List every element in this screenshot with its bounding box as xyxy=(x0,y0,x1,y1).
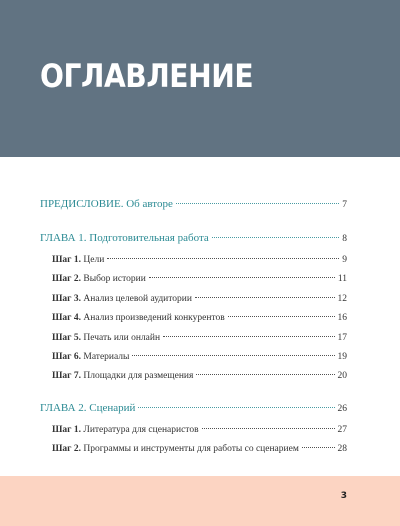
page-number: 3 xyxy=(340,491,347,501)
toc-step-number: Шаг 6. xyxy=(52,352,81,362)
leader-dots xyxy=(138,407,334,408)
page-title: ОГЛАВЛЕНИЕ xyxy=(40,57,254,95)
toc-chapter-preface[interactable] xyxy=(40,198,347,212)
toc-step[interactable] xyxy=(52,352,347,366)
toc-step-title: Выбор истории xyxy=(83,274,146,284)
toc-page-number: 17 xyxy=(337,333,347,343)
toc-step-title: Площадки для размещения xyxy=(83,371,194,381)
toc-step-title: Материалы xyxy=(83,352,130,362)
leader-dots xyxy=(176,203,339,204)
toc-page-number: 26 xyxy=(337,404,347,414)
toc-step-title: Цели xyxy=(83,255,105,265)
toc-step-number: Шаг 2. xyxy=(52,274,81,284)
leader-dots xyxy=(149,277,335,278)
toc-step[interactable] xyxy=(52,255,347,269)
toc-step[interactable] xyxy=(52,425,347,439)
leader-dots xyxy=(302,447,335,448)
toc-page-number: 27 xyxy=(337,425,347,435)
leader-dots xyxy=(196,374,334,375)
toc-step-number: Шаг 3. xyxy=(52,294,81,304)
toc-step-number: Шаг 2. xyxy=(52,444,81,454)
toc-entry-label: ГЛАВА 1. Подготовительная работа xyxy=(40,232,209,244)
toc-step-number: Шаг 1. xyxy=(52,425,81,435)
toc-chapter-2[interactable] xyxy=(40,402,347,416)
toc-page-number: 8 xyxy=(342,234,347,244)
toc-step-title: Печать или онлайн xyxy=(83,333,161,343)
leader-dots xyxy=(228,316,335,317)
toc-step-number: Шаг 5. xyxy=(52,333,81,343)
toc-step[interactable] xyxy=(52,313,347,327)
toc-page-number: 16 xyxy=(337,313,347,323)
toc-step[interactable] xyxy=(52,294,347,308)
toc-step-title: Литература для сценаристов xyxy=(83,425,199,435)
toc-step-title: Анализ целевой аудитории xyxy=(83,294,192,304)
toc-step-number: Шаг 4. xyxy=(52,313,81,323)
toc-page-number: 9 xyxy=(342,255,347,265)
toc-page-number: 7 xyxy=(342,200,347,210)
toc-step[interactable] xyxy=(52,274,347,288)
toc-entry-label: ГЛАВА 2. Сценарий xyxy=(40,402,136,414)
leader-dots xyxy=(163,336,334,337)
leader-dots xyxy=(195,297,335,298)
toc-step[interactable] xyxy=(52,444,347,458)
toc-step-title: Программы и инструменты для работы со сценарием xyxy=(83,444,299,454)
toc-page-number: 11 xyxy=(337,274,347,284)
toc-step-title: Анализ произведений конкурентов xyxy=(83,313,225,323)
leader-dots xyxy=(107,258,339,259)
toc-step-number: Шаг 1. xyxy=(52,255,81,265)
toc-page-number: 20 xyxy=(337,371,347,381)
leader-dots xyxy=(132,355,334,356)
toc-step[interactable] xyxy=(52,371,347,385)
toc-page-number: 12 xyxy=(337,294,347,304)
footer-band xyxy=(0,476,400,526)
toc-step-number: Шаг 7. xyxy=(52,371,81,381)
toc-page-number: 28 xyxy=(337,444,347,454)
leader-dots xyxy=(202,428,335,429)
leader-dots xyxy=(212,237,339,238)
toc-chapter-1[interactable] xyxy=(40,232,347,246)
toc-entry-label: ПРЕДИСЛОВИЕ. Об авторе xyxy=(40,198,173,210)
toc-step[interactable] xyxy=(52,333,347,347)
toc-page-number: 19 xyxy=(337,352,347,362)
